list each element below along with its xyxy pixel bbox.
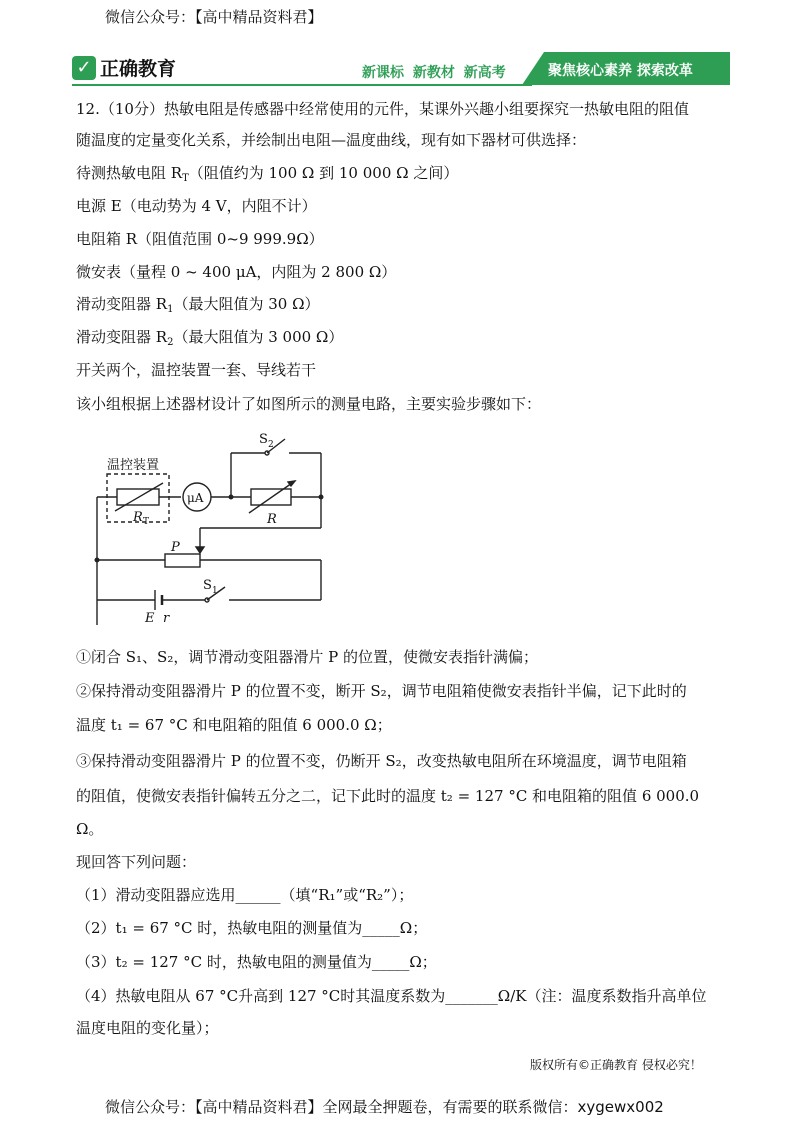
copyright-notice: 版权所有©正确教育 侵权必究！ — [530, 1058, 702, 1072]
item-rheostat-r1 — [76, 293, 320, 315]
brand-logo — [72, 54, 176, 81]
junction-dot — [319, 495, 323, 499]
item-r1-prefix: 滑动变阻器 R — [76, 295, 168, 313]
microammeter-label: μA — [187, 491, 204, 505]
item-misc: 开关两个，温控装置一套、导线若干 — [76, 361, 317, 379]
header-note: 微信公众号：【高中精品资料君】 — [105, 8, 323, 26]
item-r1-desc: （最大阻值为 30 Ω） — [173, 295, 320, 313]
question-1: （1）滑动变阻器应选用______（填“R₁”或“R₂”）； — [76, 886, 414, 904]
item-microammeter: 微安表（量程 0 ~ 400 μA，内阻为 2 800 Ω） — [76, 263, 397, 281]
circuit-diagram — [85, 425, 335, 625]
thermistor-label: R — [133, 510, 143, 525]
item-thermistor-sub: T — [182, 173, 189, 184]
question-3: （3）t₂ = 127 °C 时，热敏电阻的测量值为_____Ω； — [76, 953, 437, 971]
question-4-line-1: （4）热敏电阻从 67 °C升高到 127 °C时其温度系数为_______Ω/K（注：温度系数指升高单位 — [76, 987, 707, 1005]
step-3-line-3: Ω。 — [76, 820, 104, 838]
question-intro-2: 随温度的定量变化关系，并绘制出电阻—温度曲线，现有如下器材可供选择： — [76, 131, 587, 149]
s2-label: S — [259, 432, 268, 447]
footer-note: 微信公众号：【高中精品资料君】全网最全押题卷，有需要的联系微信：xygewx002 — [105, 1098, 664, 1116]
banner-divider — [72, 84, 532, 86]
item-r2-desc: （最大阻值为 3 000 Ω） — [173, 328, 344, 346]
step-3-line-2: 的阻值，使微安表指针偏转五分之二，记下此时的温度 t₂ = 127 °C 和电阻箱的阻值 6 000.0 — [76, 787, 700, 805]
temp-box-label: 温控装置 — [107, 458, 160, 473]
rheostat-symbol — [165, 554, 200, 567]
check-icon: ✓ — [72, 56, 96, 80]
item-r2-prefix: 滑动变阻器 R — [76, 328, 168, 346]
item-thermistor-desc: （阻值约为 100 Ω 到 10 000 Ω 之间） — [188, 164, 459, 182]
item-rheostat-r2 — [76, 326, 343, 348]
slider-arrow — [196, 547, 204, 553]
answer-intro: 现回答下列问题： — [76, 853, 197, 871]
emf-label: E — [145, 611, 155, 625]
step-2-line-2: 温度 t₁ = 67 °C 和电阻箱的阻值 6 000.0 Ω； — [76, 716, 392, 734]
item-r2-sub: 2 — [167, 337, 174, 348]
brand-banner — [72, 52, 730, 85]
s2-label-sub: 2 — [268, 440, 274, 450]
junction-dot — [95, 558, 99, 562]
logo-text: 正确教育 — [100, 58, 177, 80]
question-2: （2）t₁ = 67 °C 时，热敏电阻的测量值为_____Ω； — [76, 919, 428, 937]
question-intro-1: 12.（10分）热敏电阻是传感器中经常使用的元件，某课外兴趣小组要探究一热敏电阻的阻值 — [76, 100, 689, 118]
design-sentence: 该小组根据上述器材设计了如图所示的测量电路，主要实验步骤如下： — [76, 395, 542, 413]
s1-label-sub: 1 — [212, 586, 218, 596]
item-r1-sub: 1 — [167, 304, 174, 315]
slogan-right: 聚焦核心素养 探索改革 — [548, 63, 693, 79]
slogan-left: 新课标 新教材 新高考 — [362, 65, 506, 81]
slider-label: P — [171, 540, 180, 555]
item-thermistor-prefix: 待测热敏电阻 R — [76, 164, 183, 182]
junction-dot — [229, 495, 233, 499]
question-4-line-2: 温度电阻的变化量）； — [76, 1019, 219, 1037]
s1-label: S — [203, 578, 212, 593]
internal-resistance-label: r — [163, 611, 170, 625]
item-power: 电源 E（电动势为 4 V，内阻不计） — [76, 197, 317, 215]
thermistor-label-sub: T — [143, 517, 150, 527]
step-2-line-1: ②保持滑动变阻器滑片 P 的位置不变，断开 S₂，调节电阻箱使微安表指针半偏，记下此时的 — [76, 682, 687, 700]
thermistor-slash — [115, 483, 163, 511]
item-resistance-box: 电阻箱 R（阻值范围 0~9 999.9Ω） — [76, 230, 324, 248]
step-1: ①闭合 S₁、S₂，调节滑动变阻器滑片 P 的位置，使微安表指针满偏； — [76, 648, 538, 666]
resistance-box-label: R — [267, 512, 277, 527]
resistance-box-arrow — [249, 481, 295, 513]
step-3-line-1: ③保持滑动变阻器滑片 P 的位置不变，仍断开 S₂，改变热敏电阻所在环境温度，调节电阻箱 — [76, 752, 687, 770]
item-thermistor — [76, 162, 458, 184]
